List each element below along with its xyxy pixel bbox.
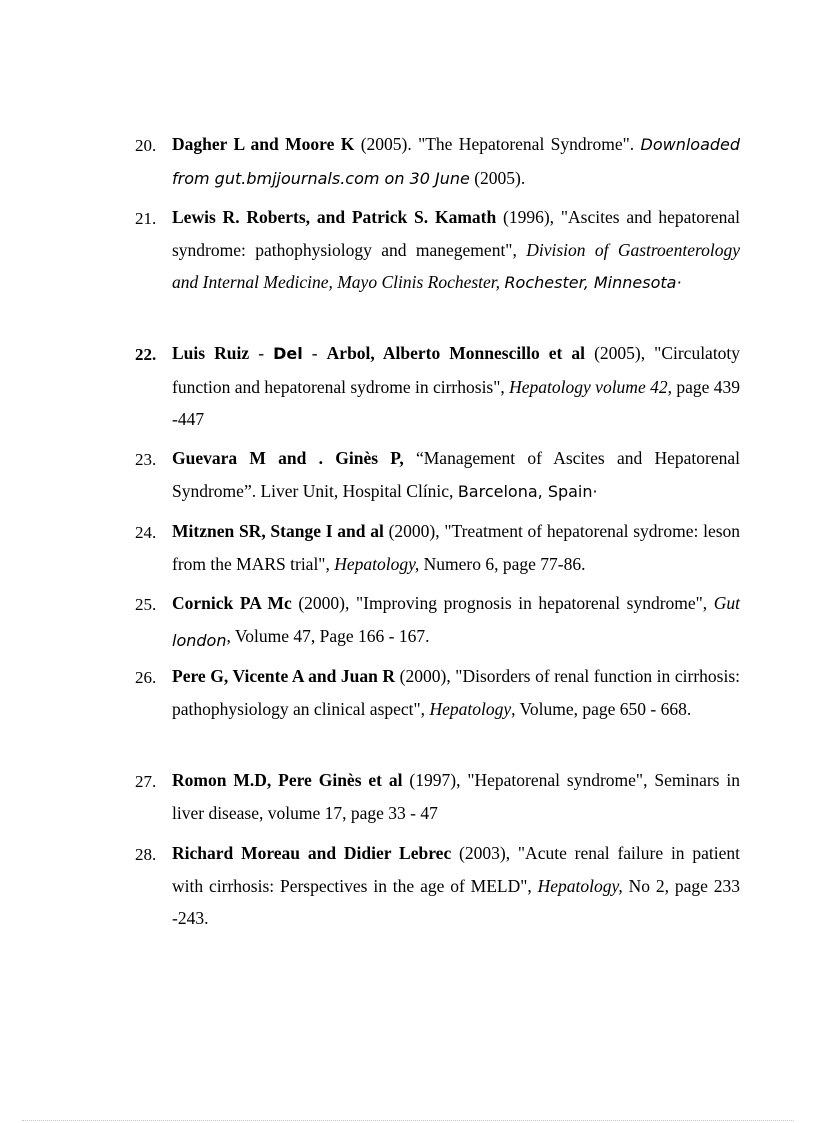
reference-source: Liver Unit, Hospital Clínic, — [260, 480, 454, 501]
reference-number: 23. — [135, 450, 157, 469]
reference-year: (2000), — [399, 666, 451, 686]
reference-item-23 — [135, 442, 740, 508]
reference-source: Gut — [713, 593, 741, 613]
reference-item-28 — [135, 837, 740, 935]
reference-source: Hepatology, — [334, 553, 420, 574]
reference-year: (2000), — [388, 521, 440, 541]
reference-tail: (2005). — [474, 167, 526, 188]
reference-source: Hepatology volume 42, — [509, 376, 672, 397]
reference-authors: Mitznen SR, Stange I and al — [172, 521, 384, 541]
reference-text — [172, 587, 740, 653]
reference-text — [172, 515, 740, 580]
reference-authors: Richard Moreau and Didier Lebrec — [172, 843, 452, 863]
reference-title: "The Hepatorenal Syndrome". — [418, 134, 635, 154]
reference-number: 24. — [135, 523, 157, 542]
reference-item-26 — [135, 660, 740, 725]
reference-number: 22. — [135, 345, 157, 364]
reference-tail: page 439 -447 — [172, 376, 741, 429]
reference-text — [172, 660, 740, 725]
reference-text — [172, 837, 740, 935]
reference-title: "Hepatorenal syndrome", — [467, 770, 648, 790]
reference-tail: Barcelona, Spain· — [457, 481, 598, 501]
reference-item-24 — [135, 515, 740, 580]
reference-number: 28. — [135, 845, 157, 864]
reference-title: "Treatment of hepatorenal sydrome: leson from the MARS trial", — [172, 521, 741, 574]
reference-item-21 — [135, 201, 740, 300]
reference-year: (1996), — [503, 207, 555, 227]
reference-title: "Improving prognosis in hepatorenal syndrome", — [355, 593, 708, 613]
page-bottom-divider — [22, 1120, 794, 1121]
reference-source: Downloaded from gut.bmjjournals.com on 30 June — [172, 135, 741, 188]
reference-source: Division of Gastroenterology and Internal Medicine, Mayo Clinis Rochester, — [172, 239, 740, 292]
reference-item-27 — [135, 764, 740, 829]
reference-number: 21. — [135, 209, 157, 228]
reference-authors: Guevara M and . Ginès P, — [172, 448, 404, 468]
reference-number: 27. — [135, 772, 157, 791]
reference-text — [172, 201, 740, 300]
reference-text — [172, 442, 740, 508]
reference-authors: Arbol, Alberto Monnescillo et al — [326, 343, 586, 363]
reference-item-20 — [135, 128, 740, 195]
reference-number: 20. — [135, 136, 157, 155]
reference-number: 26. — [135, 668, 157, 687]
reference-title: "Acute renal failure in patient with cirrhosis: Perspectives in the age of MELD", — [172, 843, 741, 896]
reference-title: "Ascites and hepatorenal syndrome: pathophysiology and manegement", — [172, 207, 741, 260]
reference-source: Hepatology, — [537, 875, 623, 896]
reference-year: (2003), — [459, 843, 511, 863]
reference-tail: No 2, page 233 -243. — [172, 875, 740, 928]
reference-item-25 — [135, 587, 740, 653]
reference-authors-dash: - — [311, 343, 318, 363]
reference-title: "Disorders of renal function in cirrhosis: pathophysiology an clinical aspect", — [172, 666, 741, 719]
reference-authors: Cornick PA Mc — [172, 593, 292, 613]
reference-text — [172, 128, 740, 195]
reference-tail: Numero 6, page 77-86. — [423, 553, 586, 574]
reference-authors-dash: - — [258, 343, 265, 363]
reference-source-location: Rochester, Minnesota· — [504, 273, 682, 292]
reference-authors: Dagher L and Moore K — [172, 134, 355, 154]
reference-authors: Luis Ruiz — [172, 343, 250, 363]
reference-title: "Circulatoty function and hepatorenal sydrome in cirrhosis", — [172, 343, 741, 397]
reference-authors: Romon M.D, Pere Ginès et al — [172, 770, 403, 790]
reference-source-subscript: london — [172, 630, 227, 650]
reference-tail: Seminars in liver disease, volume 17, page 33 - 47 — [172, 770, 740, 823]
reference-authors-particle: Del — [273, 344, 303, 363]
reference-number: 25. — [135, 595, 157, 614]
reference-source: Hepatology — [429, 698, 512, 719]
reference-year: (2000), — [298, 593, 350, 613]
reference-year: (2005). — [360, 134, 412, 154]
reference-tail: , Volume 47, Page 166 - 167. — [226, 625, 430, 646]
reference-year: (1997), — [409, 770, 461, 790]
reference-text — [172, 337, 740, 436]
reference-authors: Lewis R. Roberts, and Patrick S. Kamath — [172, 207, 497, 227]
reference-title: “Management of Ascites and Hepatorenal Syndrome”. — [172, 448, 741, 501]
reference-item-22 — [135, 337, 740, 436]
reference-text — [172, 764, 740, 829]
reference-year: (2005), — [594, 343, 646, 363]
reference-tail: , Volume, page 650 - 668. — [511, 698, 692, 719]
reference-authors: Pere G, Vicente A and Juan R — [172, 666, 396, 686]
